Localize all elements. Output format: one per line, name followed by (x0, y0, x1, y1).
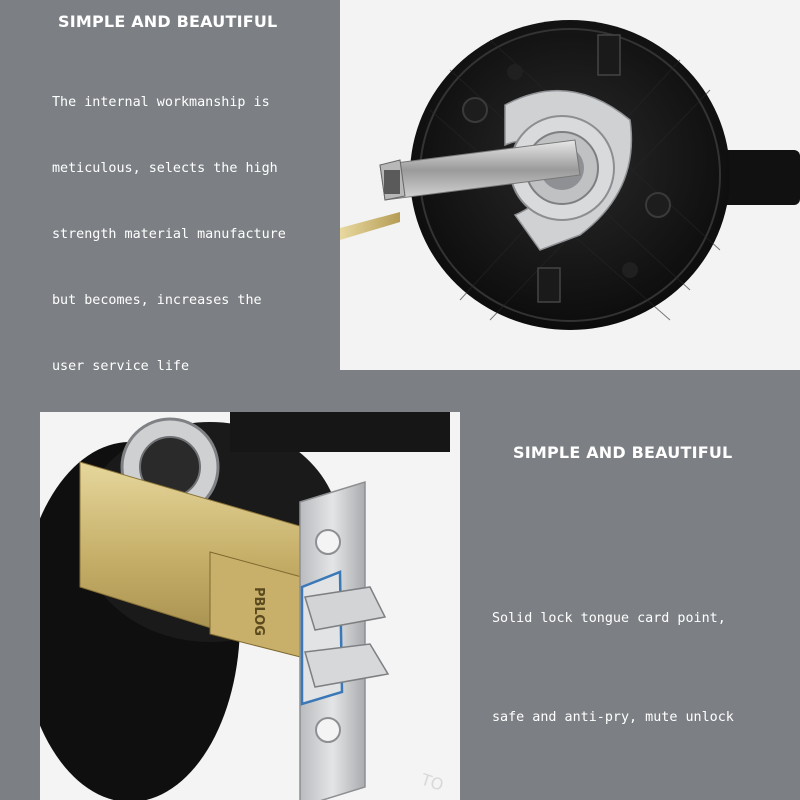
section-one-line-2: meticulous, selects the high (52, 161, 278, 176)
section-one-line-5: user service life (52, 359, 190, 374)
latch-photo (40, 412, 460, 800)
section-two-title: SIMPLE AND BEAUTIFUL (513, 443, 733, 462)
section-one-line-4: but becomes, increases the (52, 293, 262, 308)
latch-stamp-text: PBLOG (251, 587, 266, 636)
svg-text:TO: TO (418, 769, 446, 795)
section-two-line-1: Solid lock tongue card point, (492, 611, 726, 626)
section-one-line-3: strength material manufacture (52, 227, 286, 242)
mechanism-photo (340, 0, 800, 370)
section-one-line-1: The internal workmanship is (52, 95, 270, 110)
section-two-line-2: safe and anti-pry, mute unlock (492, 710, 734, 725)
section-one-title: SIMPLE AND BEAUTIFUL (58, 12, 278, 31)
